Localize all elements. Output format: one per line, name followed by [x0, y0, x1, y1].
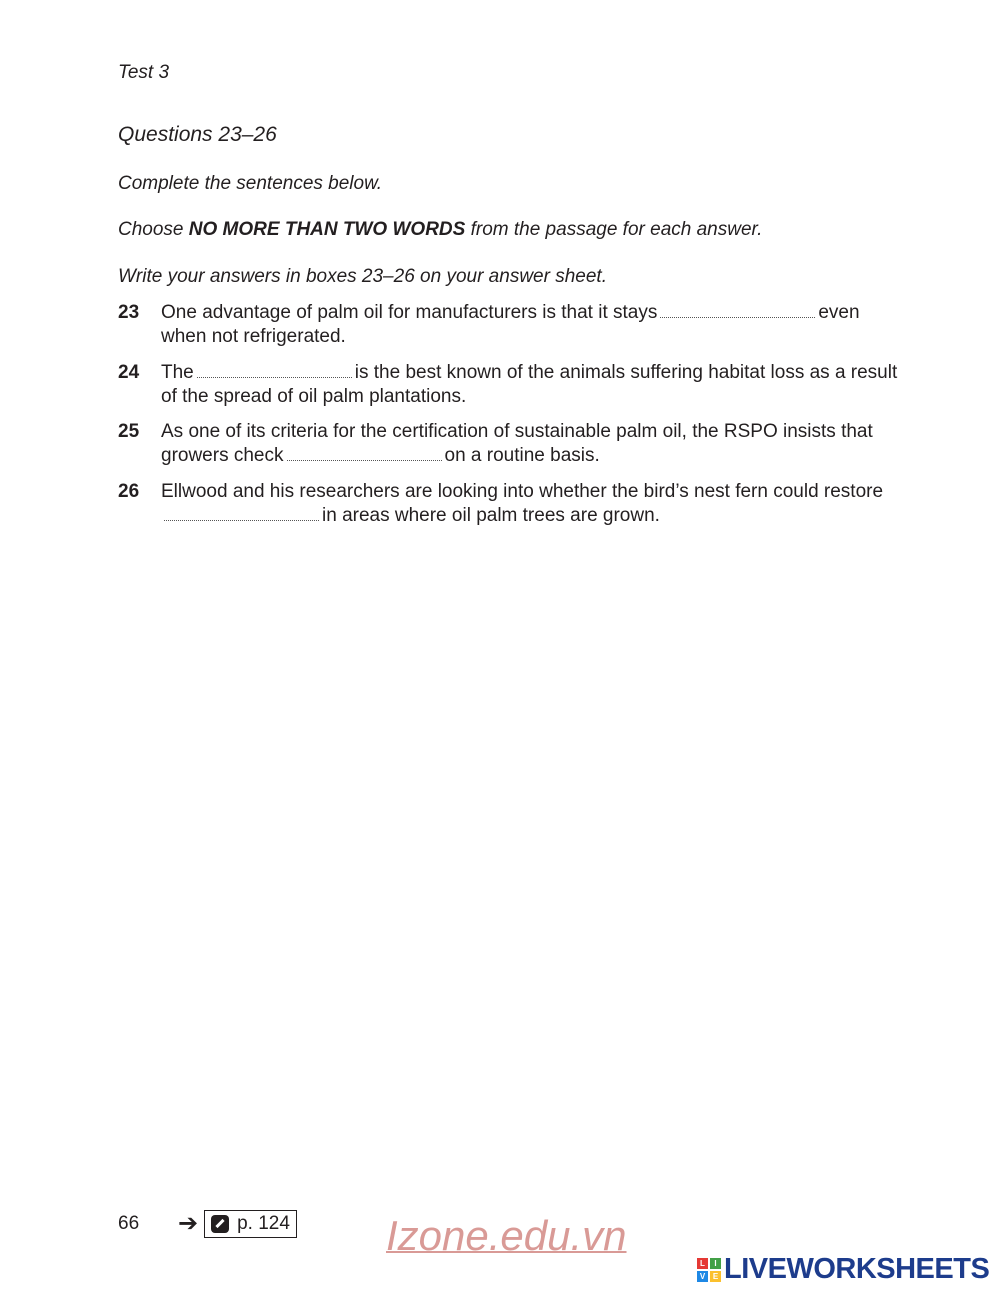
logo-block-i: I — [710, 1258, 721, 1269]
page-number: 66 — [118, 1213, 140, 1234]
answer-key-reference[interactable] — [178, 1210, 297, 1238]
instruction-word-limit — [118, 219, 762, 241]
question-number: 26 — [118, 481, 140, 502]
reference-page: p. 124 — [237, 1213, 290, 1234]
question-text-before: One advantage of palm oil for manufacturers is that it stays — [161, 302, 658, 323]
instruction-word-limit-pre: Choose — [118, 219, 189, 240]
question-26 — [118, 480, 898, 528]
logo-block-e: E — [710, 1271, 721, 1282]
question-text-before: The — [161, 362, 194, 383]
answer-blank-24[interactable] — [197, 376, 352, 378]
answer-key-icon — [211, 1215, 229, 1233]
watermark: Izone.edu.vn — [386, 1212, 627, 1259]
question-text-after: in areas where oil palm trees are grown. — [322, 505, 660, 526]
question-25 — [118, 420, 898, 468]
logo-text: LIVEWORKSHEETS — [724, 1253, 990, 1285]
question-text-after: on a routine basis. — [444, 445, 600, 466]
answer-blank-23[interactable] — [660, 316, 815, 318]
question-text-after: even when not refrigerated. — [161, 302, 860, 347]
question-number: 23 — [118, 302, 140, 323]
question-24 — [118, 361, 898, 409]
question-text-before: As one of its criteria for the certification of sustainable palm oil, the RSPO insists that growers check — [161, 421, 873, 466]
instruction-complete: Complete the sentences below. — [118, 173, 383, 194]
questions-heading: Questions 23–26 — [118, 123, 277, 146]
arrow-right-icon: ➔ — [178, 1210, 199, 1237]
question-number: 24 — [118, 362, 140, 383]
liveworksheets-logo — [697, 1253, 989, 1286]
logo-blocks-icon — [697, 1258, 721, 1282]
answer-blank-25[interactable] — [287, 459, 442, 461]
question-text-after: is the best known of the animals suffering habitat loss as a result of the spread of oil palm plantations. — [161, 362, 898, 407]
reference-box[interactable] — [204, 1210, 297, 1238]
question-number: 25 — [118, 421, 140, 442]
logo-block-v: V — [697, 1271, 708, 1282]
instruction-word-limit-bold: NO MORE THAN TWO WORDS — [188, 219, 466, 240]
question-23 — [118, 301, 898, 349]
instruction-answer-sheet: Write your answers in boxes 23–26 on your answer sheet. — [118, 266, 607, 287]
question-text-before: Ellwood and his researchers are looking into whether the bird’s nest fern could restore — [161, 481, 884, 502]
answer-blank-26[interactable] — [164, 519, 319, 521]
test-label: Test 3 — [118, 62, 170, 83]
instruction-word-limit-post: from the passage for each answer. — [465, 219, 763, 240]
logo-block-l: L — [697, 1258, 708, 1269]
